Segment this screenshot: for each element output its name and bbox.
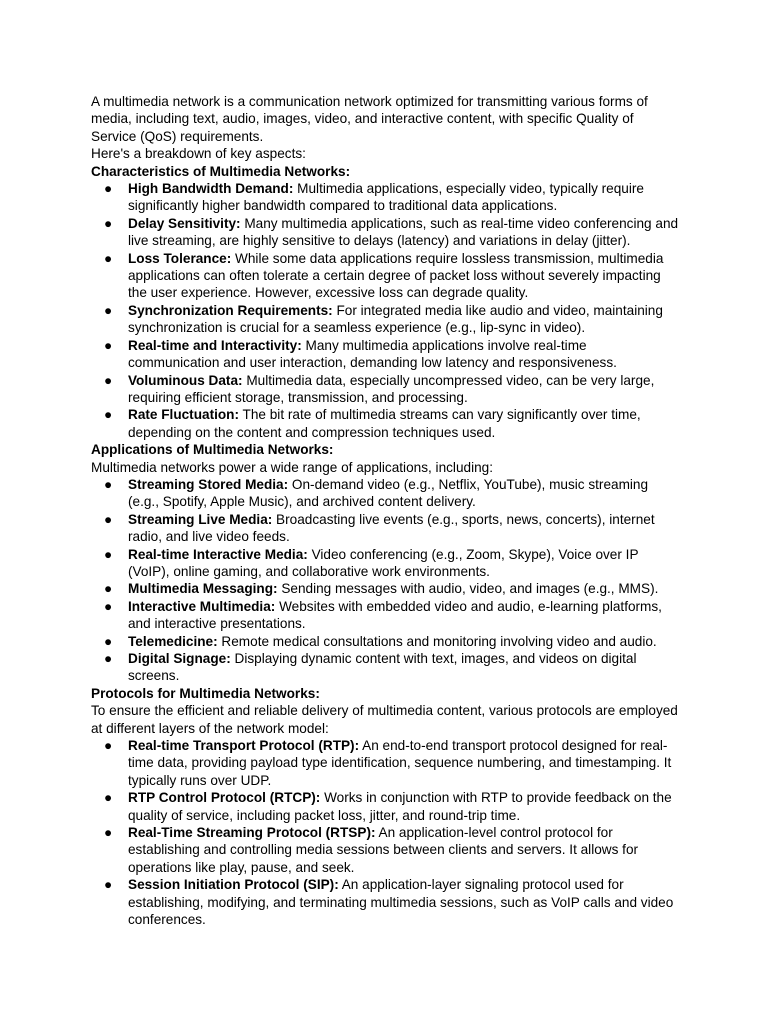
item-description: Broadcasting live events (e.g., sports, news, concerts), internet radio, and live video feeds. [128, 511, 655, 545]
item-term: Session Initiation Protocol (SIP): [128, 877, 339, 893]
bullet-list [91, 180, 681, 441]
list-item [91, 406, 681, 441]
item-term: Digital Signage: [128, 651, 231, 666]
item-description: The bit rate of multimedia streams can vary significantly over time, depending on the content and compression techniques used. [128, 407, 641, 440]
intro-paragraph: A multimedia network is a communication network optimized for transmitting various forms of media, including text, audio, images, video, and interactive content, with specific Quality of Service (QoS) requirements. [91, 94, 648, 144]
item-term: Real-time and Interactivity: [128, 337, 302, 353]
bullet-icon: ● [104, 633, 113, 649]
bullet-icon: ● [104, 877, 113, 893]
bullet-icon: ● [104, 738, 113, 754]
list-item [91, 250, 681, 302]
item-description: Many multimedia applications, such as real-time video conferencing and live streaming, are highly sensitive to delays (latency) and variations in delay (jitter). [128, 215, 679, 249]
item-description: An application-level control protocol for establishing and controlling media sessions between clients and servers. It allows for operations like play, pause, and seek. [128, 825, 639, 875]
item-description: Works in conjunction with RTP to provide feedback on the quality of service, including packet loss, jitter, and round-trip time. [128, 790, 672, 823]
bullet-icon: ● [104, 302, 113, 318]
item-description: Multimedia data, especially uncompressed video, can be very large, requiring efficient storage, transmission, and processing. [128, 372, 655, 405]
list-item [91, 824, 681, 876]
sections-container [91, 163, 681, 929]
item-term: Real-time Transport Protocol (RTP): [128, 738, 360, 754]
item-description: On-demand video (e.g., Netflix, YouTube), music streaming (e.g., Spotify, Apple Music), and archived content delivery. [128, 476, 649, 510]
list-item [91, 302, 681, 337]
item-description: Websites with embedded video and audio, e-learning platforms, and interactive presentations. [128, 598, 662, 632]
bullet-icon: ● [104, 790, 113, 806]
bullet-icon: ● [104, 825, 113, 841]
bullet-icon: ● [104, 181, 113, 197]
item-term: Telemedicine: [128, 633, 218, 649]
bullet-list [91, 737, 681, 928]
list-item [91, 546, 681, 581]
section-heading: Protocols for Multimedia Networks: [91, 685, 320, 701]
item-term: Synchronization Requirements: [128, 302, 333, 318]
bullet-icon: ● [104, 651, 113, 666]
item-description: Remote medical consultations and monitoring involving video and audio. [217, 633, 657, 649]
item-term: High Bandwidth Demand: [128, 181, 294, 197]
bullet-icon: ● [104, 511, 113, 527]
bullet-icon: ● [104, 407, 113, 423]
item-term: Streaming Stored Media: [128, 476, 289, 492]
item-description: Displaying dynamic content with text, images, and videos on digital screens. [128, 651, 637, 684]
item-term: Streaming Live Media: [128, 511, 273, 527]
item-description: An application-layer signaling protocol used for establishing, modifying, and terminating multimedia sessions, such as VoIP calls and video conferences. [128, 877, 674, 928]
list-item [91, 650, 681, 685]
bullet-icon: ● [104, 372, 113, 388]
document-body [91, 93, 681, 929]
item-description: Sending messages with audio, video, and images (e.g., MMS). [277, 581, 659, 597]
bullet-icon: ● [104, 250, 113, 266]
item-term: Loss Tolerance: [128, 250, 232, 266]
item-term: Interactive Multimedia: [128, 598, 276, 614]
item-term: Rate Fluctuation: [128, 407, 240, 423]
item-term: RTP Control Protocol (RTCP): [128, 790, 321, 806]
item-term: Delay Sensitivity: [128, 215, 241, 231]
bullet-list [91, 476, 681, 685]
item-description: While some data applications require lossless transmission, multimedia applications can often tolerate a certain degree of packet loss without severely impacting the user experience. However, excessive loss can degrade quality. [128, 250, 664, 301]
bullet-icon: ● [104, 598, 113, 614]
list-item [91, 511, 681, 546]
bullet-icon: ● [104, 476, 113, 492]
item-term: Multimedia Messaging: [128, 581, 278, 597]
item-description: Video conferencing (e.g., Zoom, Skype), Voice over IP (VoIP), online gaming, and collaborative work environments. [128, 546, 639, 579]
list-item [91, 876, 681, 928]
item-term: Real-Time Streaming Protocol (RTSP): [128, 825, 376, 841]
item-description: For integrated media like audio and video, maintaining synchronization is crucial for a seamless experience (e.g., lip-sync in video). [128, 302, 663, 336]
list-item [91, 789, 681, 824]
item-description: Multimedia applications, especially video, typically require significantly higher bandwidth compared to traditional data applications. [128, 181, 644, 214]
list-item [91, 598, 681, 633]
list-item [91, 476, 681, 511]
list-item [91, 337, 681, 372]
bullet-icon: ● [104, 546, 113, 562]
bullet-icon: ● [104, 337, 113, 353]
breakdown-line: Here's a breakdown of key aspects: [91, 146, 306, 162]
bullet-icon: ● [104, 581, 113, 597]
section-heading: Characteristics of Multimedia Networks: [91, 163, 351, 179]
item-description: An end-to-end transport protocol designed for real-time data, providing payload type identification, sequence numbering, and timestamping. It typically runs over UDP. [128, 738, 672, 788]
item-description: Many multimedia applications involve real-time communication and user interaction, demanding low latency and responsiveness. [128, 337, 617, 371]
item-term: Voluminous Data: [128, 372, 243, 388]
section-intro: Multimedia networks power a wide range of applications, including: [91, 459, 493, 475]
item-term: Real-time Interactive Media: [128, 546, 308, 562]
list-item [91, 215, 681, 250]
list-item [91, 737, 681, 789]
list-item [91, 580, 681, 597]
list-item [91, 372, 681, 407]
section-heading: Applications of Multimedia Networks: [91, 442, 334, 458]
bullet-icon: ● [104, 215, 113, 231]
list-item [91, 180, 681, 215]
list-item [91, 633, 681, 650]
section-intro: To ensure the efficient and reliable delivery of multimedia content, various protocols are employed at different layers of the network model: [91, 703, 678, 736]
